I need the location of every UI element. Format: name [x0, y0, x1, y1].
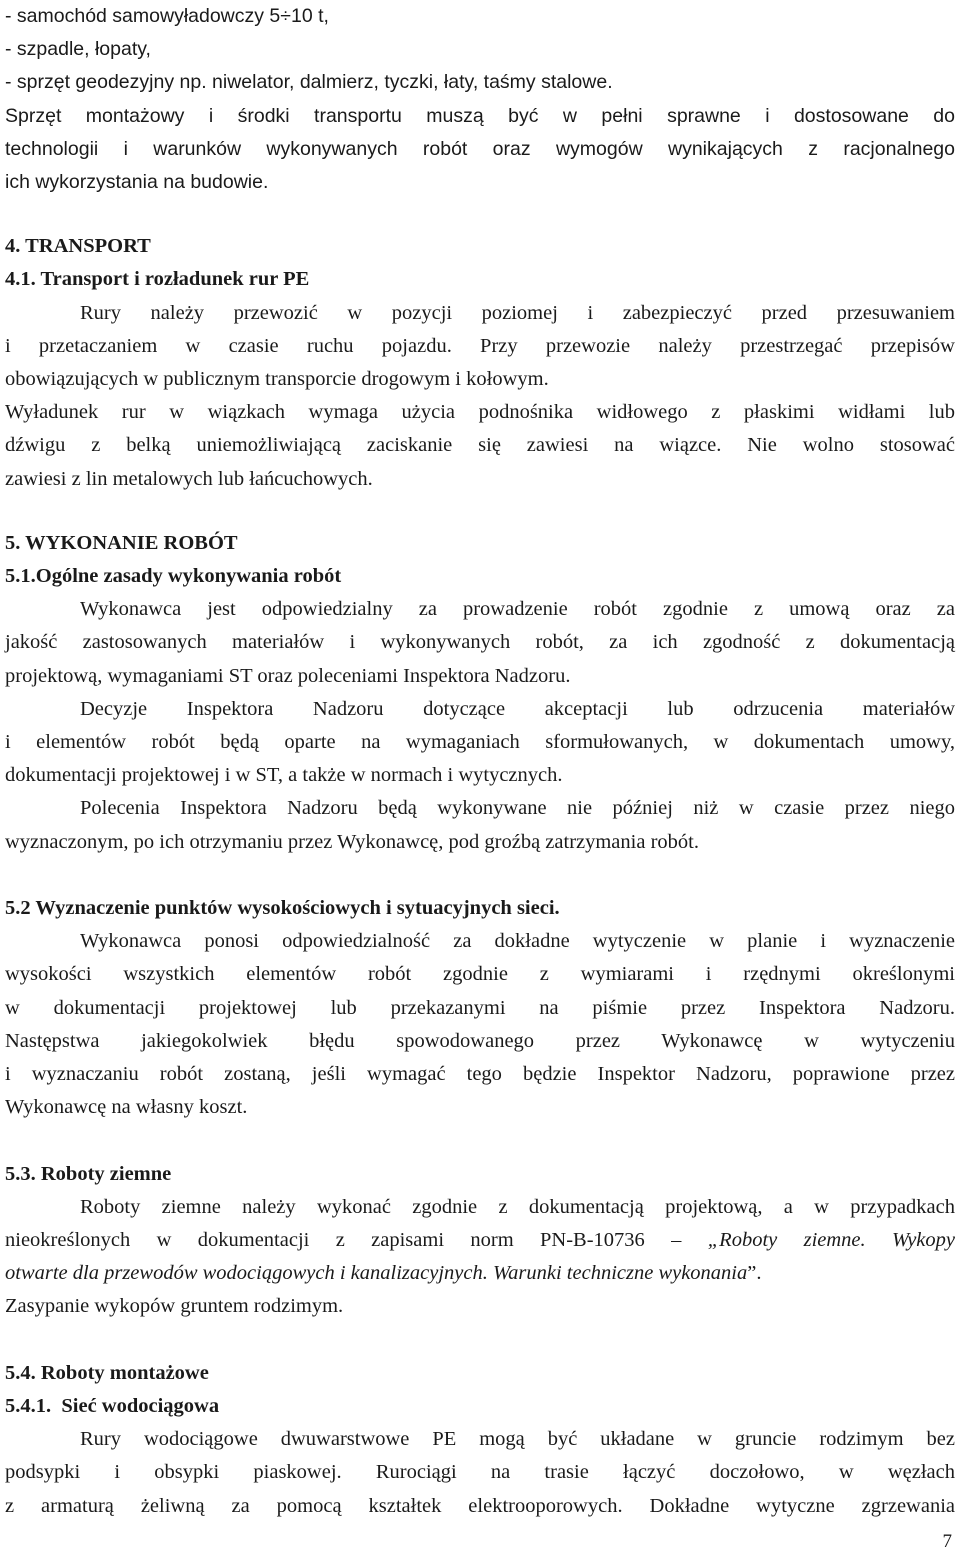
paragraph-line: projektową, wymaganiami ST oraz poleceniami Inspektora Nadzoru. — [5, 664, 571, 687]
paragraph-line: podsypki i obsypki piaskowej. Rurociągi na trasie łączyć doczołowo, w węzłach — [5, 1461, 955, 1484]
paragraph-line: obowiązujących w publicznym transporcie drogowym i kołowym. — [5, 368, 549, 391]
paragraph-line: w dokumentacji projektowej lub przekazanymi na piśmie przez Inspektora Nadzoru. — [5, 996, 955, 1019]
subsection-heading: 5.3. Roboty ziemne — [5, 1162, 172, 1185]
paragraph-line: jakość zastosowanych materiałów i wykonywanych robót, za ich zgodność z dokumentacją — [5, 631, 955, 654]
paragraph-line: z armaturą żeliwną za pomocą kształtek elektrooporowych. Dokładne wytyczne zgrzewania — [5, 1494, 955, 1517]
paragraph-line: Wykonawca jest odpowiedzialny za prowadzenie robót zgodnie z umową oraz za — [80, 598, 955, 621]
paragraph-line: Wyładunek rur w wiązkach wymaga użycia podnośnika widłowego z płaskimi widłami lub — [5, 401, 955, 424]
subsection-heading: 5.4. Roboty montażowe — [5, 1361, 209, 1384]
paragraph-line: wyznaczonym, po ich otrzymaniu przez Wykonawcę, pod groźbą zatrzymania robót. — [5, 830, 699, 853]
paragraph-line: Rury wodociągowe dwuwarstwowe PE mogą być układane w gruncie rodzimym bez — [80, 1428, 955, 1451]
paragraph-line: i wyznaczaniu robót zostaną, jeśli wymagać tego będzie Inspektor Nadzoru, poprawione przez — [5, 1063, 955, 1086]
paragraph-line: Następstwa jakiegokolwiek błędu spowodowanego przez Wykonawcę w wytyczeniu — [5, 1029, 955, 1052]
subsection-heading: 5.2 Wyznaczenie punktów wysokościowych i sytuacyjnych sieci. — [5, 897, 560, 920]
paragraph-line: dźwigu z belką uniemożliwiającą zaciskanie się zawiesi na wiązce. Nie wolno stosować — [5, 434, 955, 457]
paragraph-line: i przetaczaniem w czasie ruchu pojazdu. Przy przewozie należy przestrzegać przepisów — [5, 334, 955, 357]
subsection-heading: 4.1. Transport i rozładunek rur PE — [5, 268, 310, 291]
paragraph-text: ”. — [747, 1262, 762, 1285]
paragraph-line — [5, 1224, 955, 1257]
subsection-heading: 5.1.Ogólne zasady wykonywania robót — [5, 565, 342, 588]
paragraph-line: ich wykorzystania na budowie. — [5, 171, 269, 194]
section-heading: 5. WYKONANIE ROBÓT — [5, 531, 238, 554]
norm-title-text: „Roboty ziemne. Wykopy — [707, 1229, 955, 1252]
paragraph-line: Wykonawca ponosi odpowiedzialność za dokładne wytyczenie w planie i wyznaczenie — [80, 930, 955, 953]
paragraph-line: Polecenia Inspektora Nadzoru będą wykonywane nie później niż w czasie przez niego — [80, 797, 955, 820]
paragraph-line: zawiesi z lin metalowych lub łańcuchowych. — [5, 467, 373, 490]
norm-title-text: otwarte dla przewodów wodociągowych i kanalizacyjnych. Warunki techniczne wykonania — [5, 1262, 748, 1285]
paragraph-line: Wykonawcę na własny koszt. — [5, 1096, 248, 1119]
page-number: 7 — [942, 1531, 952, 1552]
paragraph-line: Rury należy przewozić w pozycji poziomej i zabezpieczyć przed przesuwaniem — [80, 301, 955, 324]
list-item: - sprzęt geodezyjny np. niwelator, dalmierz, tyczki, łaty, taśmy stalowe. — [5, 71, 613, 94]
subsection-heading: 5.4.1. Sieć wodociągowa — [5, 1395, 220, 1418]
list-item: - szpadle, łopaty, — [5, 38, 151, 61]
paragraph-line: Roboty ziemne należy wykonać zgodnie z dokumentacją projektową, a w przypadkach — [80, 1195, 955, 1218]
paragraph-line: i elementów robót będą oparte na wymaganiach sformułowanych, w dokumentach umowy, — [5, 731, 955, 754]
paragraph-text: nieokreślonych w dokumentacji z zapisami norm PN-B-10736 – — [5, 1229, 708, 1252]
paragraph-line: wysokości wszystkich elementów robót zgodnie z wymiarami i rzędnymi określonymi — [5, 963, 955, 986]
document-page — [5, 0, 955, 1523]
paragraph-line: technologii i warunków wykonywanych robót oraz wymogów wynikających z racjonalnego — [5, 137, 955, 160]
paragraph-line: Sprzęt montażowy i środki transportu muszą być w pełni sprawne i dostosowane do — [5, 104, 955, 127]
list-item: - samochód samowyładowczy 5÷10 t, — [5, 5, 329, 27]
paragraph-line — [5, 1257, 955, 1290]
paragraph-line: Decyzje Inspektora Nadzoru dotyczące akceptacji lub odrzucenia materiałów — [80, 697, 955, 720]
paragraph-line: Zasypanie wykopów gruntem rodzimym. — [5, 1295, 344, 1318]
section-heading: 4. TRANSPORT — [5, 235, 151, 258]
paragraph-line: dokumentacji projektowej i w ST, a także w normach i wytycznych. — [5, 764, 563, 787]
